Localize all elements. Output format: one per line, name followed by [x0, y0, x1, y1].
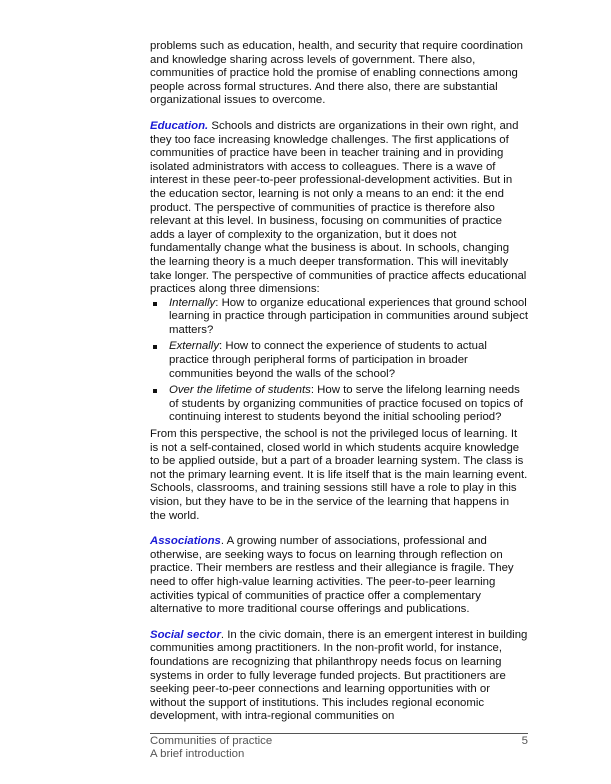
intro-paragraph: problems such as education, health, and security that require coordination and knowledge sharing across levels of government. There also, communities of practice hold the promise of enabling connections among people across formal structures. And there also, there are substantial organizational issues to overcome.: [150, 40, 523, 107]
social-sector-heading: Social sector: [150, 628, 221, 641]
list-item: [150, 297, 528, 338]
education-heading: Education.: [150, 119, 209, 132]
bullet-text: : How to organize educational experiences that ground school learning in practice through participation in communities around subject matters?: [169, 296, 529, 336]
associations-body: . A growing number of associations, professional and otherwise, are seeking ways to focus on learning through reflection on practice. Their members are restless and their allegiance is fragile. They need to offer high-value learning activities. The peer-to-peer learning activities typical of communities of practice offer a complementary alternative to more traditional course offerings and publications.: [150, 535, 514, 616]
bullet-text: : How to connect the experience of students to actual practice through peripheral forms of participation in broader communities beyond the walls of the school?: [169, 340, 487, 380]
page-footer: [150, 733, 528, 761]
bullet-term: Externally: [169, 340, 220, 353]
bullet-icon: [153, 345, 157, 349]
page-number: 5: [521, 735, 528, 747]
education-body: Schools and districts are organizations in their own right, and they too face increasing knowledge challenges. The first applications of communities of practice have been in teacher training and in providing isolated administrators with access to colleagues. There is a wave of interest in these peer-to-peer professional-development activities. But in the education sector, learning is not only a means to an end: it the end product. The perspective of communities of practice is therefore also relevant at this level. In business, focusing on communities of practice adds a layer of complexity to the organization, but it does not fundamentally change what the business is about. In schools, changing the learning theory is a much deeper transformation. This will inevitably take longer. The perspective of communities of practice affects educational practices along three dimensions:: [150, 119, 527, 296]
education-closing-paragraph: From this perspective, the school is not the privileged locus of learning. It is not a self-contained, closed world in which students acquire knowledge to be applied outside, but a part of a broader learning system. The class is not the primary learning event. It is life itself that is the main learning event. Schools, classrooms, and training sessions still have a role to play in this vision, but they have to be in the service of the learning that happens in the world.: [150, 428, 528, 522]
education-paragraph: [150, 120, 528, 297]
bullet-term: Over the lifetime of students: [169, 384, 311, 397]
associations-paragraph: [150, 535, 528, 617]
bullet-icon: [153, 389, 157, 393]
education-dimensions-list: [150, 297, 528, 425]
social-sector-body: . In the civic domain, there is an emergent interest in building communities among practitioners. In the non-profit world, for instance, foundations are recognizing that philanthropy needs focus on learning systems in order to fully leverage funded projects. But practitioners are seeking peer-to-peer connections and learning opportunities with or without the support of institutions. This includes regional economic development, with intra-regional communities on: [150, 628, 528, 723]
document-page: [150, 40, 528, 724]
bullet-term: Internally: [169, 296, 216, 309]
social-sector-paragraph: [150, 629, 528, 724]
bullet-icon: [153, 302, 157, 306]
bullet-text: : How to serve the lifelong learning needs of students by organizing communities of practice focused on topics of continuing interest to students beyond the initial schooling period?: [169, 384, 523, 424]
list-item: [150, 384, 528, 425]
footer-subtitle: A brief introduction: [150, 748, 245, 760]
associations-heading: Associations: [150, 535, 221, 548]
footer-title: Communities of practice: [150, 735, 273, 747]
list-item: [150, 340, 528, 381]
